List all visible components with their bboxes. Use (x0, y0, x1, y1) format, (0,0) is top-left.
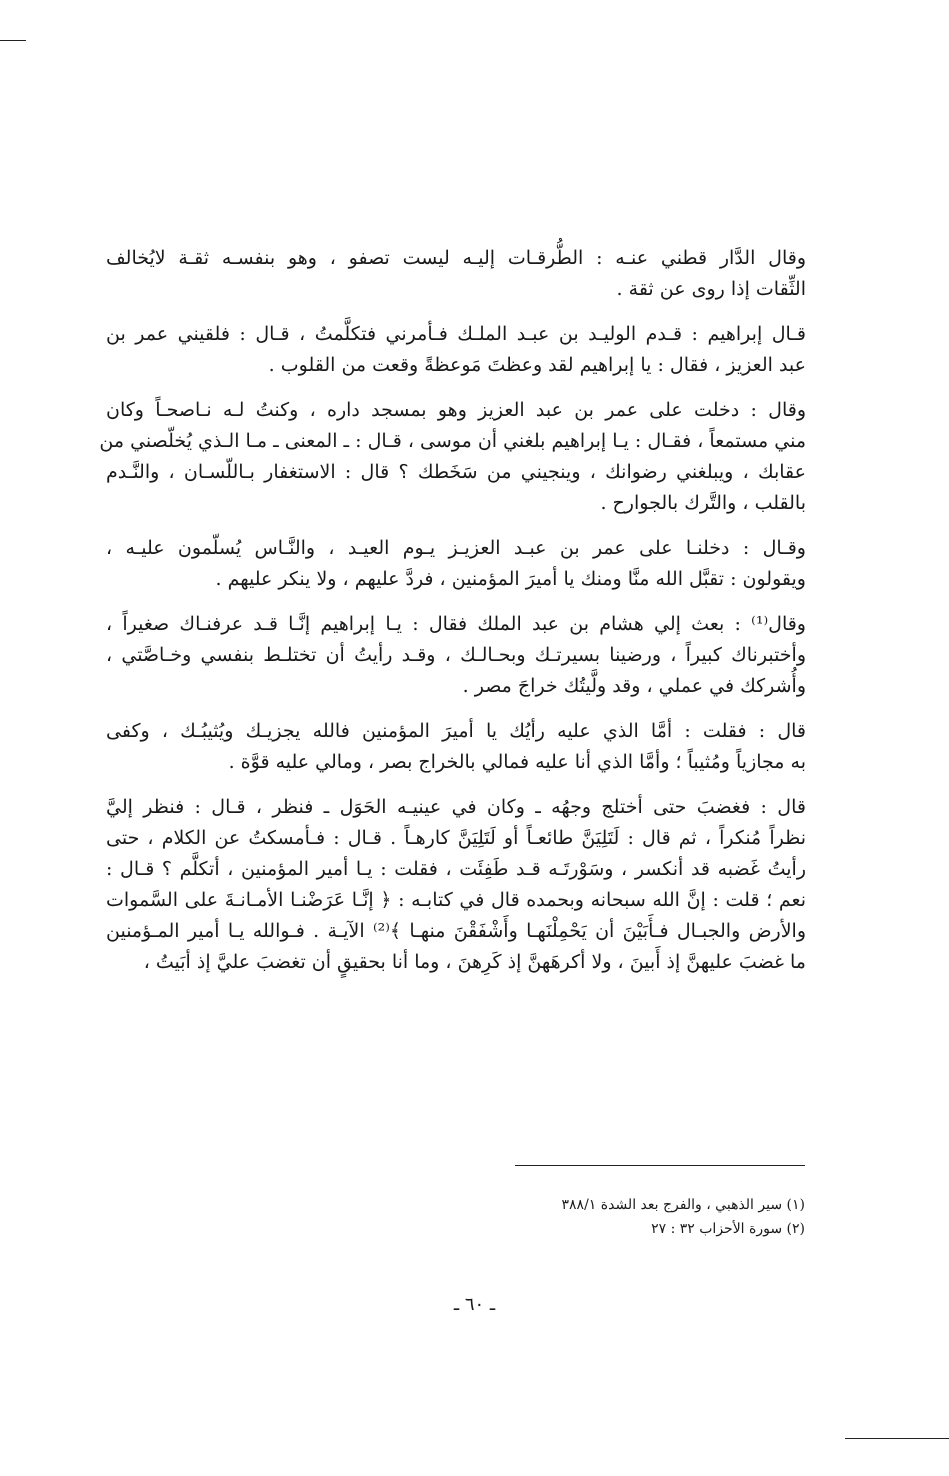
text-line: وقال⁽¹⁾ : بعث إلي هشام بن عبد الملك فقال : يـا إبراهيم إنَّـا قـد عرفنـاك صغيراً ، (106, 613, 806, 635)
paragraph (99, 395, 806, 519)
text-line: رأيتُ غَضبه قد أنكسر ، وسَوْرتَـه قـد طَفِئَت ، فقلت : يـا أمير المؤمنين ، أتكلَّم ؟ قـال : (106, 858, 806, 880)
paragraph (106, 319, 806, 381)
scan-edge-mark (0, 40, 26, 41)
text-line: مني مستمعاً ، فقـال : يـا إبراهيم بلغني أن موسى ، قـال : ـ المعنى ـ مـا الـذي يُخلّصني من (99, 430, 806, 452)
paragraph (106, 609, 806, 702)
text-line: ويقولون : تقبَّل الله منَّا ومنك يا أميرَ المؤمنين ، فردَّ عليهم ، ولا ينكر عليهم . (215, 568, 806, 590)
text-line: به مجازياً ومُثيباً ؛ وأمَّا الذي أنا عليه فمالي بالخراج بصر ، ومالي عليه قوَّة . (228, 751, 806, 773)
paragraph (106, 792, 806, 978)
text-line: وأختبرناك كبيراً ، ورضينا بسيرتـك وبحـالـك ، وقـد رأيتُ أن تختلـط بنفسي وخـاصَّتي ، (106, 644, 806, 666)
page-body (99, 243, 807, 992)
scan-edge-mark (845, 1438, 949, 1439)
paragraph (106, 243, 806, 305)
text-line: وقال الدَّار قطني عنـه : الطُّرقـات إليـه ليست تصفو ، وهو بنفسـه ثقـة لايُخالف (106, 247, 806, 269)
text-line: قال : فغضبَ حتى أختلج وجهُه ـ وكان في عينيـه الحَوَل ـ فنظر ، قـال : فنظر إليَّ (106, 796, 806, 818)
text-line: قال : فقلت : أمَّا الذي عليه رأيُك يا أميرَ المؤمنين فالله يجزيـك ويُثيبُـك ، وكفى (106, 720, 806, 742)
footnote-separator (515, 1165, 805, 1166)
text-line: عبد العزيز ، فقال : يا إبراهيم لقد وعظتَ مَوعظةً وقعت من القلوب . (268, 354, 806, 376)
text-line: بالقلب ، والتَّرك بالجوارح . (600, 492, 806, 514)
footnotes (420, 1193, 805, 1241)
footnote-2: (٢) سورة الأحزاب ٣٢ : ٢٧ (651, 1221, 805, 1237)
text-line: ما غضبَ عليهنَّ إذ أَبينَ ، ولا أكرهَهنَّ إذ كَرِهنَ ، وما أنا بحقيقٍ أن تغضبَ عليَّ إذ أبَيتُ ، (143, 951, 806, 973)
text-line: عقابك ، ويبلغني رضوانك ، وينجيني من سَخَطك ؟ قال : الاستغفار بـاللّسـان ، والنَّـدم (106, 461, 806, 483)
text-line: وقال : دخلت على عمر بن عبد العزيز وهو بمسجد داره ، وكنتُ لـه نـاصحـاً وكان (106, 399, 806, 421)
text-line: قـال إبراهيم : قـدم الوليـد بن عبـد الملـك فـأمرني فتكلَّمتُ ، قـال : فلقيني عمر بن (106, 323, 806, 345)
text-line: الثِّقات إذا روى عن ثقة . (616, 278, 806, 300)
paragraph (106, 716, 806, 778)
text-line: وأُشركك في عملي ، وقد ولَّيتُك خراجَ مصر . (462, 675, 806, 697)
text-line: وقـال : دخلنـا على عمر بن عبـد العزيـز يـوم العيـد ، والنَّـاس يُسلّمون عليـه ، (106, 537, 806, 559)
paragraph (106, 533, 806, 595)
text-line: نظراً مُنكراً ، ثم قال : لَتَلِيَنَّ طائعـاً أو لَتَلِيَنَّ كارهـاً . قـال : فـأمسكتُ عن الكلام ، حتى (106, 827, 806, 849)
text-line: نعم ؛ قلت : إنَّ الله سبحانه وبحمده قال في كتابـه : ﴿ إنَّـا عَرَضْنـا الأمـانـةَ على السَّموات (106, 889, 806, 911)
page-number: ـ ٦٠ ـ (453, 1294, 496, 1315)
text-line: والأرض والجبـال فـأَبَيْنَ أن يَحْمِلْنَهـا وأَشْفَقْنَ منهـا ﴾⁽²⁾ الآيـة . فـوالله يـا أمير المـؤمنين (106, 920, 807, 942)
footnote-1: (١) سير الذهبي ، والفرج بعد الشدة ٣٨٨/١ (561, 1197, 805, 1213)
